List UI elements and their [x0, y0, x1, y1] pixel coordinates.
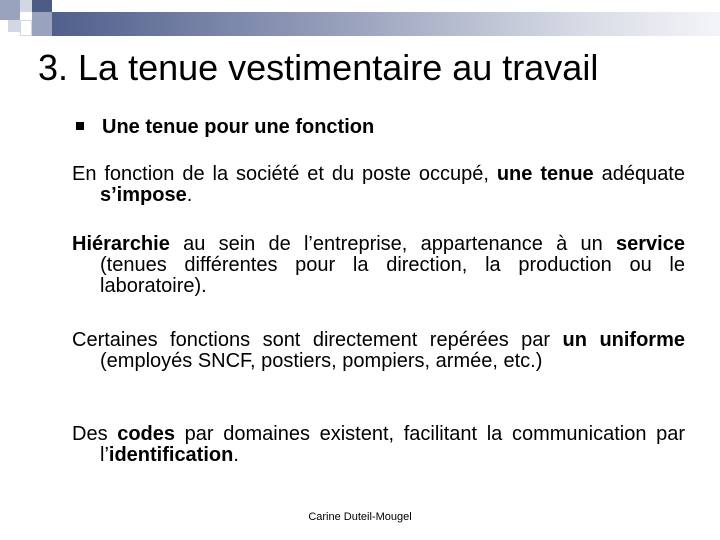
p4-bold-identification: identification	[108, 444, 234, 466]
p3-bold-un-uniforme: un uniforme	[562, 329, 685, 351]
paragraph-1	[72, 164, 685, 206]
p4-bold-codes: codes	[117, 423, 176, 445]
p4-text-a: Des	[72, 423, 118, 445]
decor-square-5	[32, 12, 52, 36]
decor-square-3	[32, 0, 52, 12]
p3-text-a: Certaines fonctions sont directement repérées par	[72, 329, 563, 351]
paragraph-2	[72, 234, 685, 297]
header-gradient-band	[52, 12, 720, 36]
p2-text-b: au sein de l’entreprise, appartenance à un	[169, 233, 617, 255]
p1-text-c: adéquate	[593, 163, 685, 185]
paragraph-3	[72, 330, 685, 372]
p2-bold-service: service	[616, 233, 685, 255]
p1-text-e: .	[186, 184, 193, 206]
decor-square-1	[0, 0, 20, 20]
p4-text-c: par domaines existent, facilitant la communication par l’	[100, 423, 685, 466]
decor-square-2	[20, 0, 32, 12]
bullet-item	[72, 114, 672, 142]
p1-bold-une-tenue: une tenue	[496, 163, 594, 185]
p1-text-a: En fonction de la société et du poste occupé,	[72, 163, 497, 185]
decor-square-6	[20, 20, 32, 36]
p2-text-d: (tenues différentes pour la direction, la production ou le laboratoire).	[100, 254, 685, 297]
p4-text-e: .	[233, 444, 239, 466]
p3-text-c: (employés SNCF, postiers, pompiers, armée, etc.)	[100, 350, 543, 372]
slide-title: 3. La tenue vestimentaire au travail	[38, 47, 599, 88]
p1-bold-s-impose: s’impose	[100, 184, 187, 206]
decor-square-4	[8, 20, 20, 32]
bullet-text: Une tenue pour une fonction	[102, 116, 375, 138]
square-bullet-icon	[76, 122, 84, 130]
p2-bold-hierarchie: Hiérarchie	[72, 233, 170, 255]
paragraph-4	[72, 424, 685, 466]
footer-author: Carine Duteil-Mougel	[308, 511, 412, 523]
